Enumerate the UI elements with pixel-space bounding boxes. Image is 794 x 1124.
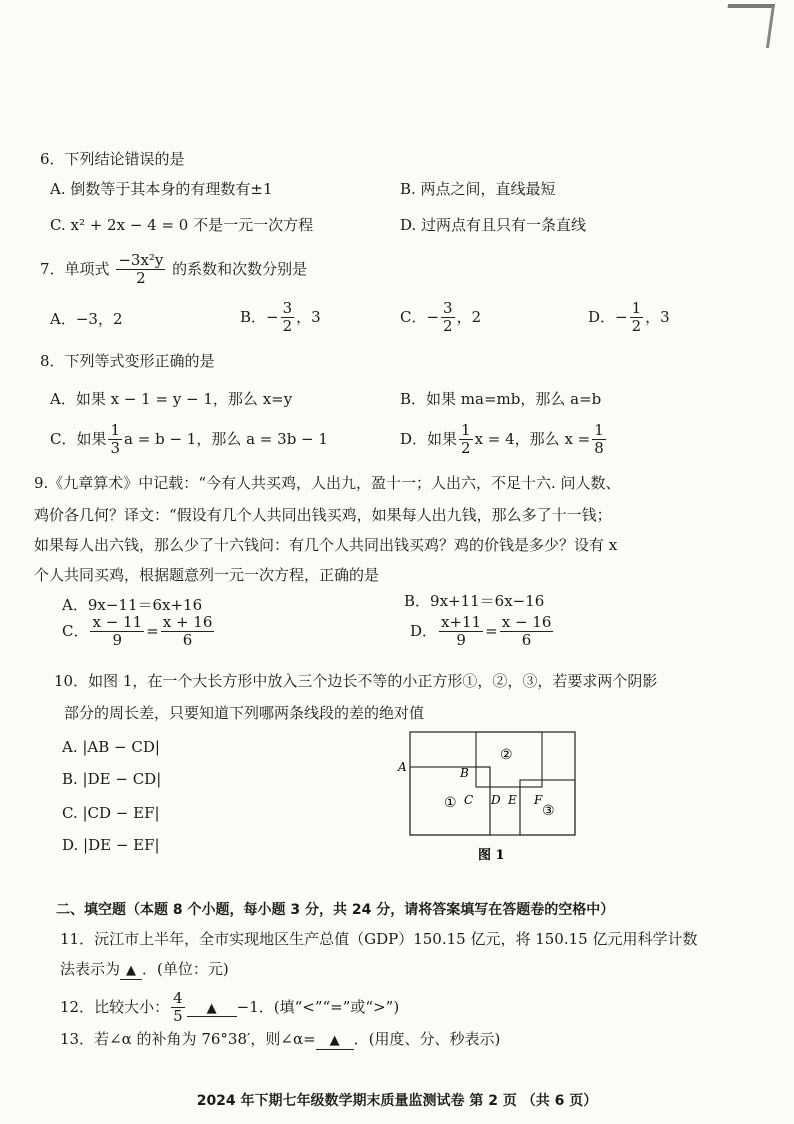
- q9-d-den-2: 6: [521, 631, 532, 650]
- q8-d-fraction-1: [459, 422, 473, 458]
- q7-denominator: 2: [136, 269, 146, 288]
- q9-c-num-2: x + 16: [162, 613, 213, 631]
- q7-b-tail: ，3: [296, 307, 321, 326]
- q8-d-mid: x = 4，那么 x =: [474, 429, 591, 448]
- q11-answer-blank: [120, 960, 142, 980]
- q7-suffix: 的系数和次数分别是: [172, 259, 308, 278]
- q8-c-den: 3: [110, 439, 121, 458]
- q7-b-den: 2: [282, 317, 293, 336]
- q13-line: [60, 1030, 500, 1050]
- label-d: D: [491, 793, 501, 807]
- q11-line-2: [60, 960, 229, 980]
- q7-option-c: [400, 300, 481, 336]
- q9-option-c: [62, 614, 216, 650]
- q12-fraction: [171, 990, 185, 1026]
- q9-c-fraction-1: [90, 614, 144, 650]
- q7-d-fraction: [630, 300, 644, 336]
- q9-d-num-2: x − 16: [501, 613, 552, 631]
- q12-num: 4: [173, 989, 183, 1007]
- q6-option-a: A. 倒数等于其本身的有理数有±1: [50, 180, 273, 198]
- q8-d-den-1: 2: [461, 439, 471, 458]
- label-square-3: ③: [542, 803, 555, 819]
- label-square-1: ①: [444, 795, 457, 811]
- q8-d-den-2: 8: [594, 439, 604, 458]
- q8-d-num-2: 1: [594, 421, 604, 439]
- q9-c-den-2: 6: [182, 631, 193, 650]
- q9-option-b: B．9x+11＝6x−16: [404, 592, 545, 610]
- label-a: A: [398, 760, 407, 774]
- q10-option-c: C. |CD − EF|: [62, 804, 160, 822]
- q13-blank-marker: ▲: [329, 1033, 340, 1048]
- q8-c-pre: C．如果: [50, 429, 107, 448]
- section-2-heading: 二、填空题（本题 8 个小题，每小题 3 分，共 24 分，请将答案填写在答题卷的空格中）: [56, 902, 615, 918]
- q8-d-num-1: 1: [461, 421, 471, 439]
- q10-option-b: B. |DE − CD|: [62, 770, 162, 788]
- q7-c-den: 2: [443, 317, 453, 336]
- q12-pre: 12．比较大小：: [60, 997, 170, 1016]
- q8-c-post: a = b − 1，那么 a = 3b − 1: [124, 429, 328, 448]
- q7-prefix: 7．单项式: [40, 259, 110, 278]
- label-c: C: [464, 793, 474, 807]
- q9-line-3: 如果每人出六钱，那么少了十六钱问：有几个人共同出钱买鸡？鸡的价钱是多少？设有 x: [34, 536, 618, 554]
- q13-post: ．(用度、分、秒表示): [353, 1030, 501, 1048]
- q9-line-2: 鸡价各几何？译文：“假设有几个人共同出钱买鸡，如果每人出九钱，那么多了十一钱；: [34, 506, 612, 524]
- q11-pre: 法表示为: [60, 960, 121, 978]
- corner-scan-mark: [722, 4, 775, 48]
- q7-b-num: 3: [282, 299, 293, 317]
- q9-option-d: [410, 614, 555, 650]
- q8-c-num: 1: [110, 421, 121, 439]
- q7-c-fraction: [441, 300, 455, 336]
- q9-c-den-1: 9: [112, 631, 123, 650]
- q7-monomial-fraction: [116, 252, 165, 288]
- q10-line-1: 10．如图 1，在一个大长方形中放入三个边长不等的小正方形①，②，③，若要求两个阴影: [54, 672, 658, 690]
- q8-c-fraction: [108, 422, 122, 458]
- q8-stem: 8．下列等式变形正确的是: [40, 352, 215, 370]
- figure-1-diagram: [390, 725, 590, 870]
- q6-option-c: C. x² + 2x − 4 = 0 不是一元一次方程: [50, 216, 314, 234]
- label-b: B: [460, 766, 469, 780]
- q7-b-fraction: [281, 300, 295, 336]
- q6-option-d: D. 过两点有且只有一条直线: [400, 216, 587, 234]
- q8-d-fraction-2: [592, 422, 606, 458]
- q9-c-fraction-2: [161, 614, 215, 650]
- page-footer: 2024 年下期七年级数学期末质量监测试卷 第 2 页 （共 6 页）: [196, 1093, 598, 1109]
- q13-pre: 13．若∠α 的补角为 76°38′，则∠α=: [60, 1030, 316, 1048]
- q8-option-d: [400, 422, 608, 458]
- q7-d-num: 1: [631, 299, 642, 317]
- q11-line-1: 11．沅江市上半年，全市实现地区生产总值（GDP）150.15 亿元，将 150.15 亿元用科学计数: [60, 930, 698, 948]
- q9-d-den-1: 9: [456, 631, 466, 650]
- q9-d-label: D．: [410, 621, 438, 640]
- q7-option-d: [588, 300, 670, 336]
- q6-stem: 6．下列结论错误的是: [40, 150, 185, 168]
- q7-option-a: A．−3，2: [50, 310, 123, 328]
- q7-d-label: D．−: [588, 307, 628, 326]
- q8-d-pre: D．如果: [400, 429, 458, 448]
- q7-numerator: −3x²y: [118, 251, 164, 269]
- q7-d-tail: ，3: [645, 307, 670, 326]
- q11-blank-marker: ▲: [126, 963, 137, 978]
- q7-c-tail: ，2: [456, 307, 482, 326]
- q7-d-den: 2: [631, 317, 642, 336]
- q13-answer-blank: [316, 1030, 354, 1050]
- q7-c-label: C．−: [400, 307, 440, 326]
- label-square-2: ②: [500, 747, 513, 763]
- q8-option-a: A．如果 x − 1 = y − 1，那么 x=y: [50, 390, 293, 408]
- q12-line: [60, 990, 399, 1026]
- q12-blank-marker: ▲: [206, 1000, 217, 1016]
- q12-answer-blank: [187, 998, 237, 1018]
- q9-c-label: C．: [62, 621, 89, 640]
- q9-d-equals: =: [485, 621, 498, 640]
- label-f: F: [534, 793, 543, 807]
- q9-d-fraction-1: [439, 614, 483, 650]
- q9-c-num-1: x − 11: [92, 613, 143, 631]
- q9-d-num-1: x+11: [441, 613, 482, 631]
- q12-post: −1．(填“<”“=”或“>”): [236, 997, 400, 1016]
- q7-b-label: B．−: [240, 307, 279, 326]
- q7-c-num: 3: [443, 299, 453, 317]
- q9-line-4: 个人共同买鸡，根据题意列一元一次方程，正确的是: [34, 566, 380, 584]
- q10-line-2: 部分的周长差，只要知道下列哪两条线段的差的绝对值: [64, 704, 425, 722]
- q9-d-fraction-2: [500, 614, 554, 650]
- q10-option-d: D. |DE − EF|: [62, 836, 160, 854]
- q9-option-a: A．9x−11＝6x+16: [62, 596, 203, 614]
- q7-stem: [40, 252, 307, 288]
- q12-den: 5: [173, 1007, 183, 1026]
- outer-rectangle: [410, 732, 575, 835]
- q11-post: ．(单位：元): [142, 960, 229, 978]
- q8-option-c: [50, 422, 328, 458]
- figure-1-caption: 图 1: [478, 848, 505, 863]
- q9-c-equals: =: [146, 621, 159, 640]
- q8-option-b: B．如果 ma=mb，那么 a=b: [400, 390, 602, 408]
- q9-line-1: 9.《九章算术》中记载：“今有人共买鸡，人出九，盈十一；人出六，不足十六. 问人数、: [34, 474, 621, 492]
- q10-option-a: A. |AB − CD|: [62, 738, 160, 756]
- q7-option-b: [240, 300, 321, 336]
- q6-option-b: B. 两点之间，直线最短: [400, 180, 556, 198]
- label-e: E: [508, 793, 517, 807]
